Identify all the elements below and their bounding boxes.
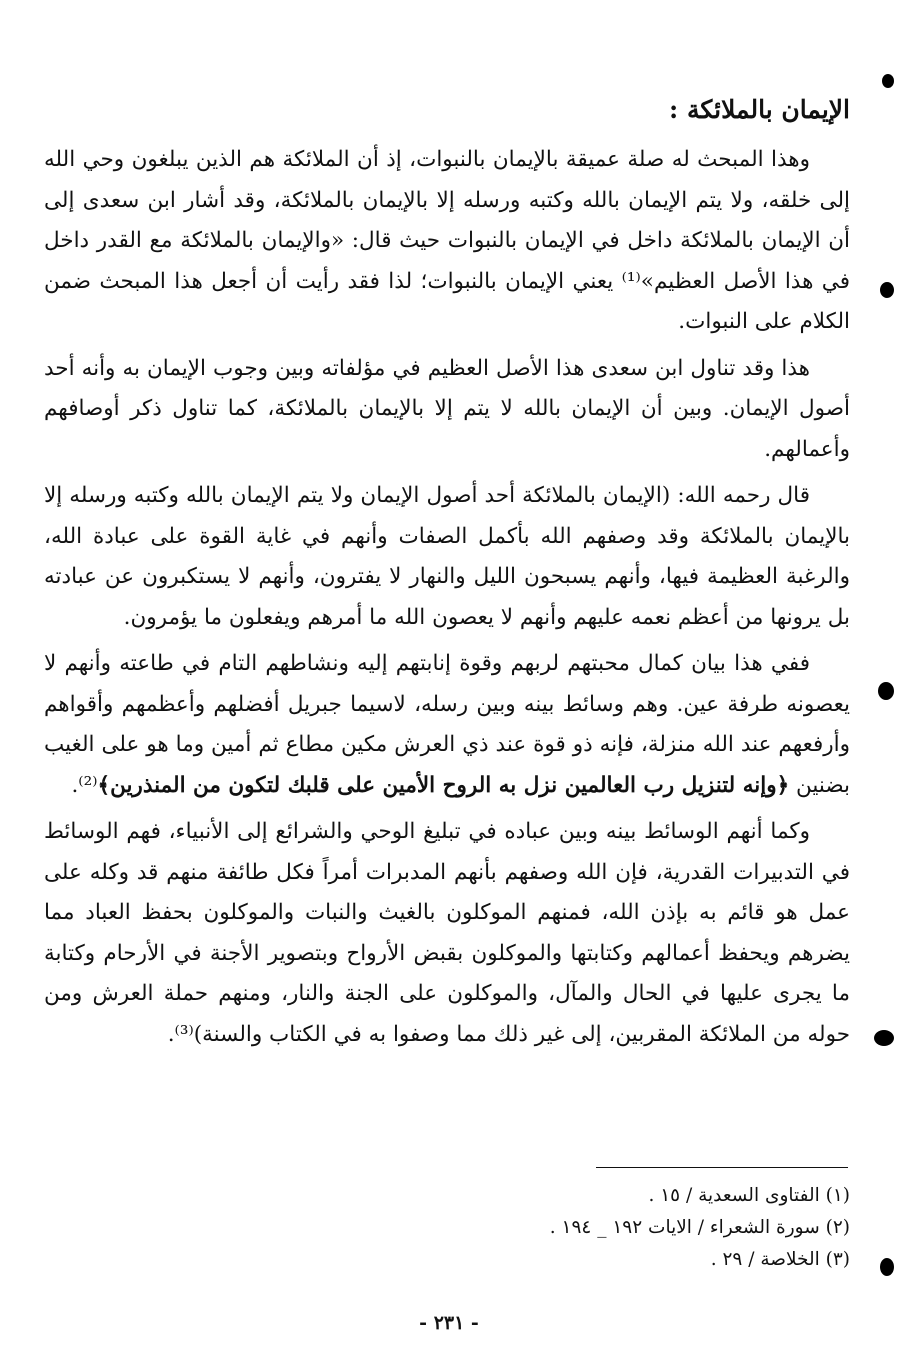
footnote-ref-2: ⁽²⁾. [71,772,98,798]
binding-mark [880,282,894,298]
paragraph-3: قال رحمه الله: (الإيمان بالملائكة أحد أصول الإيمان ولا يتم الإيمان بالله وكتبه ورسله إلا بالإيمان بالملائكة وقد وصفهم الله بأكمل الصفات وأنهم في غاية القوة على عبادة الله، والرغبة العظيمة فيها، وأنهم يسبحون الليل والنهار لا يفترون، وأنهم لا يستكبرون عن عبادته بل يرونها من أعظم نعمه عليهم وأنهم لا يعصون الله ما أمرهم ويفعلون ما يؤمرون. [44,483,850,630]
paragraph-4 [44,644,850,806]
footnote-2: (٢) سورة الشعراء / الايات ١٩٢ _ ١٩٤ . [549,1217,850,1238]
footnote-1: (١) الفتاوى السعدية / ١٥ . [648,1185,850,1206]
binding-mark [882,74,894,88]
footnotes [44,1180,850,1276]
quran-quote: ﴿وإنه لتنزيل رب العالمين نزل به الروح الأمين على قلبك لتكون من المنذرين﴾ [97,772,790,798]
binding-mark [874,1030,894,1046]
page-number: - ٢٣١ - [419,1312,479,1334]
binding-mark [878,682,894,700]
paragraph-2: هذا وقد تناول ابن سعدى هذا الأصل العظيم في مؤلفاته وبين وجوب الإيمان به وأنه أحد أصول الإيمان. وبين أن الإيمان بالله لا يتم إلا بالإيمان بالملائكة، كما تناول ذكر أوصافهم وأعمالهم. [44,355,850,462]
page-body [44,92,850,1061]
binding-mark [880,1258,894,1276]
footnote-divider [596,1167,848,1168]
paragraph-4-text: ففي هذا بيان كمال محبتهم لربهم وقوة إنابتهم إليه ونشاطهم التام في طاعته وأنهم لا يعصونه طرفة عين. وهم وسائط بينه وبين رسله، لاسيما جبريل أفضلهم وأعظمهم وأقواهم وأرفعهم عند الله منزلة، فإنه ذو قوة عند ذي العرش مكين مطاع ثم أمين وما هو على الغيب بضنين [44,651,850,798]
paragraph-1: وهذا المبحث له صلة عميقة بالإيمان بالنبوات، إذ أن الملائكة هم الذين يبلغون وحي الله إلى خلقه، ولا يتم الإيمان بالله وكتبه ورسله إلا بالإيمان بالملائكة، وقد أشار ابن سعدى إلى أن الإيمان بالملائكة داخل في الإيمان بالنبوات حيث قال: «والإيمان بالملائكة مع القدر داخل في هذا الأصل العظيم»⁽¹⁾ يعني الإيمان بالنبوات؛ لذا فقد رأيت أن أجعل هذا المبحث ضمن الكلام على النبوات. [44,147,850,334]
section-heading: الإيمان بالملائكة : [669,95,850,124]
paragraph-5: وكما أنهم الوسائط بينه وبين عباده في تبليغ الوحي والشرائع إلى الأنبياء، فهم الوسائط في التدبيرات القدرية، فإن الله وصفهم بأنهم المدبرات أمراً فكل طائفة منهم قد وكله على عمل هو قائم به بإذن الله، فمنهم الموكلون بالغيث والنبات والموكلون بحفظ العباد مما يضرهم ويحفظ أعمالهم وكتابتها والموكلون بقبض الأرواح وبتصوير الأجنة في الأرحام وكتابة ما يجرى عليها في الحال والمآل، والموكلون على الجنة والنار، ومنهم حملة العرش ومن حوله من الملائكة المقربين، إلى غير ذلك مما وصفوا به في الكتاب والسنة)⁽³⁾. [44,819,850,1047]
footnote-3: (٣) الخلاصة / ٢٩ . [710,1249,850,1270]
